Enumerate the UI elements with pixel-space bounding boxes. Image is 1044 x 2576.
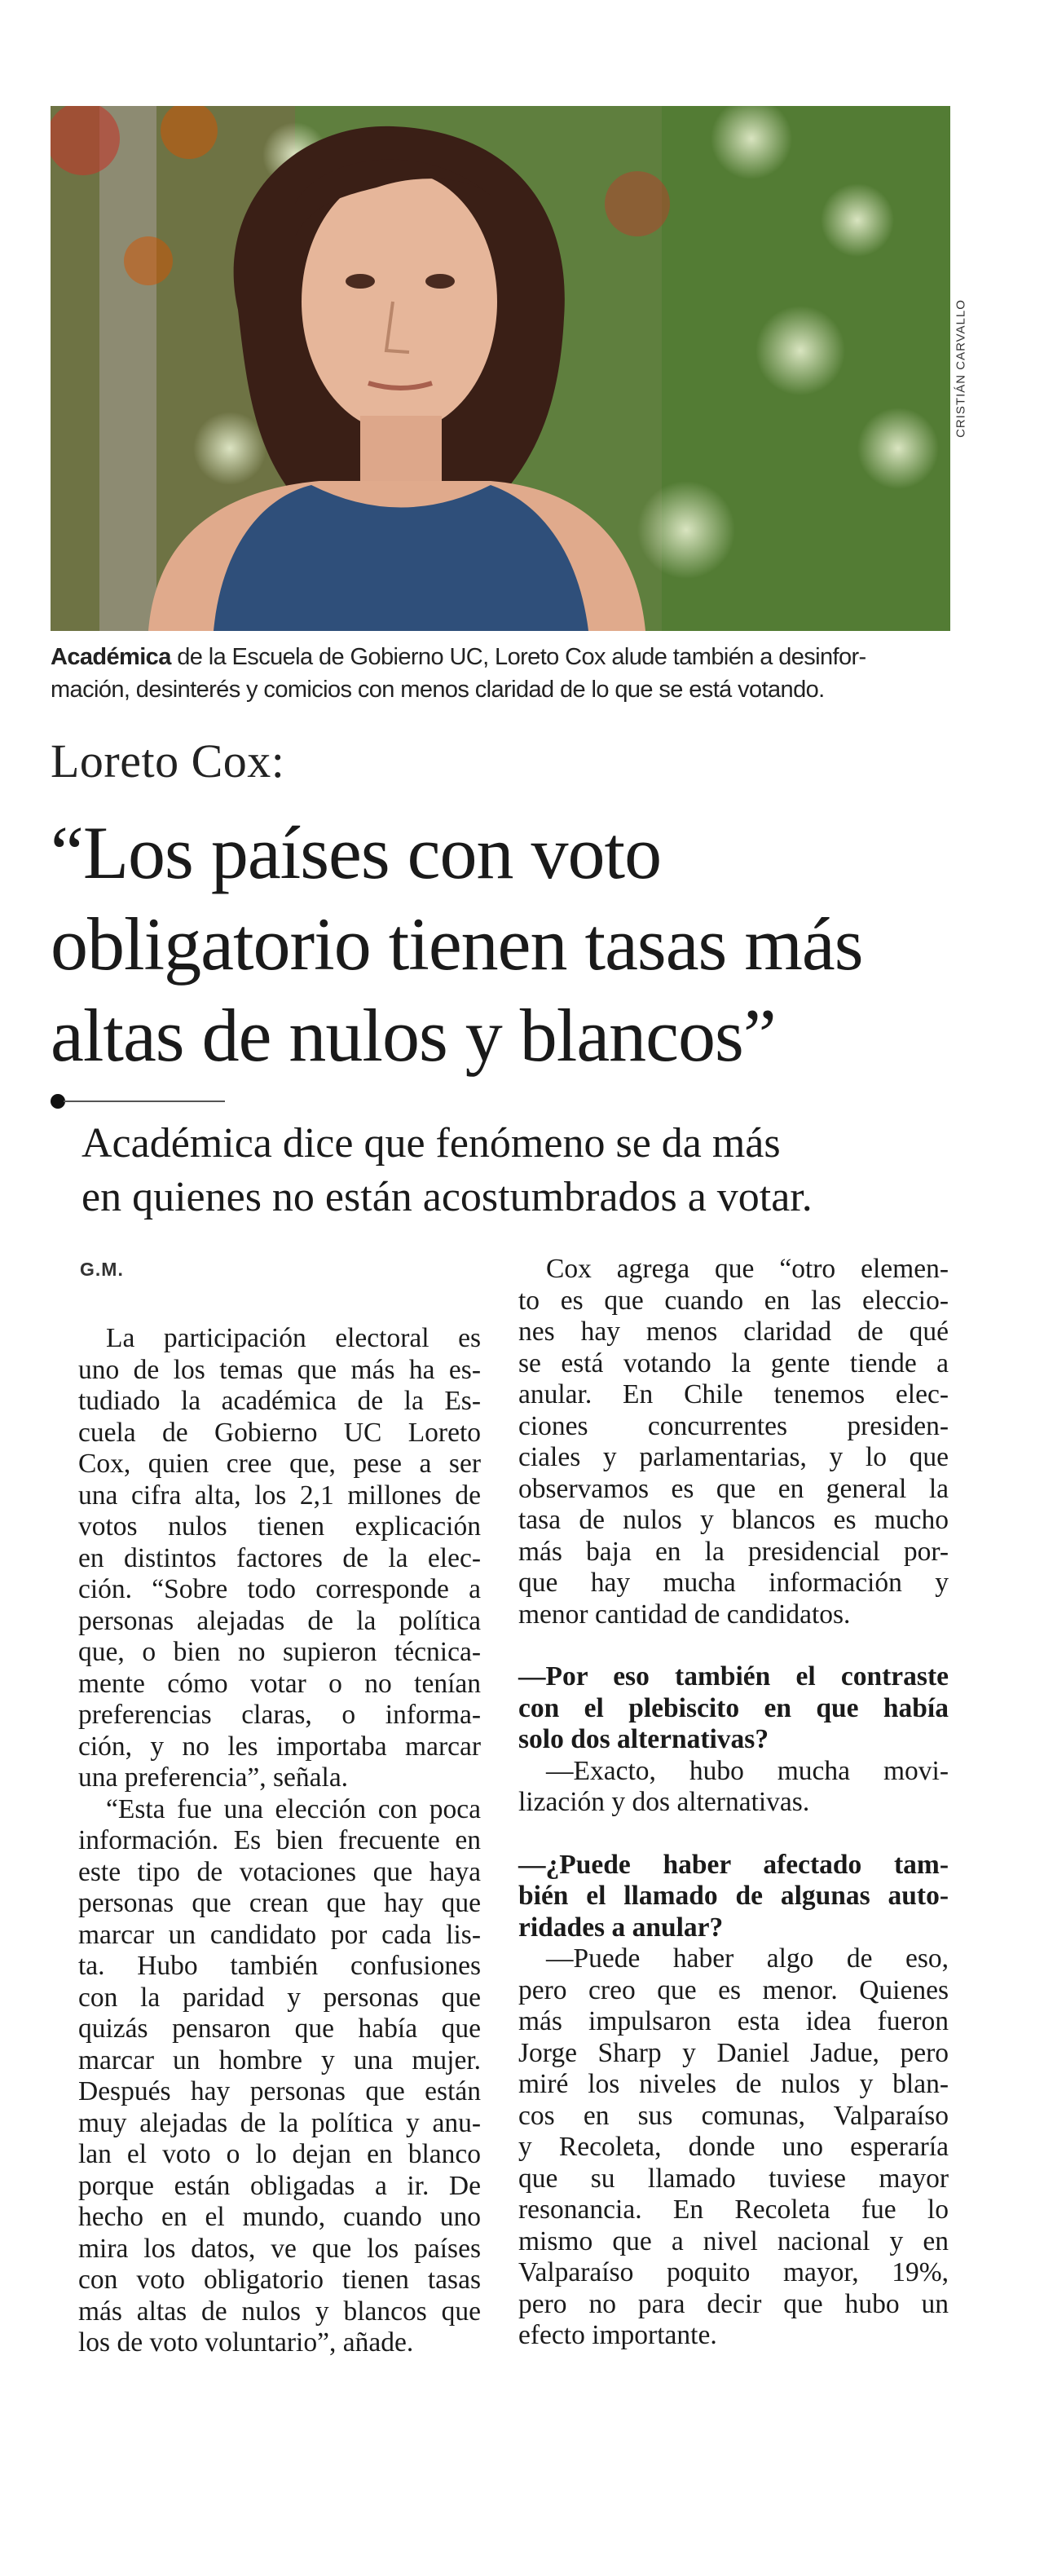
question-2 xyxy=(518,1850,949,1944)
text-line: Cox agrega que “otro elemen- xyxy=(546,1254,949,1284)
text-line: este tipo de votaciones que haya xyxy=(78,1856,481,1887)
text-line: una preferencia”, señala. xyxy=(78,1762,349,1793)
paragraph-quote xyxy=(78,1794,481,2359)
text-line: to es que cuando en las eleccio- xyxy=(518,1285,949,1316)
headline-line: obligatorio tienen tasas más xyxy=(51,902,863,986)
answer-2 xyxy=(518,1943,949,2352)
text-line: observamos es que en general la xyxy=(518,1473,949,1504)
text-line: personas alejadas de la política xyxy=(78,1605,481,1636)
deck-line: Académica dice que fenómeno se da más xyxy=(81,1120,781,1167)
text-line: porque están obligadas a ir. De xyxy=(78,2170,481,2201)
text-line: lan el voto o lo dejan en blanco xyxy=(78,2139,481,2169)
paragraph-intro xyxy=(78,1323,481,1794)
text-line: más altas de nulos y blancos que xyxy=(78,2296,481,2327)
text-line: —Por eso también el contraste xyxy=(518,1661,949,1692)
text-line: —Exacto, hubo mucha movi- xyxy=(546,1755,949,1786)
text-line: miré los niveles de nulos y blan- xyxy=(518,2069,949,2099)
article-column-2 xyxy=(518,1254,949,2352)
text-line: nes hay menos claridad de qué xyxy=(518,1317,949,1347)
text-line: que su llamado tuviese mayor xyxy=(518,2163,949,2194)
text-line: preferencias claras, o informa- xyxy=(78,1700,481,1730)
text-line: los de voto voluntario”, añade. xyxy=(78,2327,414,2358)
text-line: quizás pensaron que había que xyxy=(78,2014,481,2044)
text-line: menor cantidad de candidatos. xyxy=(518,1599,851,1630)
text-line: efecto importante. xyxy=(518,2320,717,2350)
text-line: con voto obligatorio tienen tasas xyxy=(78,2265,481,2295)
text-line: tudiado la académica de la Es- xyxy=(78,1386,481,1416)
answer-1 xyxy=(518,1756,949,1819)
caption-text-2: mación, desinterés y comicios con menos claridad de lo que se está votando. xyxy=(51,677,825,703)
divider-line xyxy=(64,1101,225,1102)
text-line: Jorge Sharp y Daniel Jadue, pero xyxy=(518,2037,949,2068)
photo-credit: CRISTIÁN CARVALLO xyxy=(954,299,968,438)
paragraph-cox xyxy=(518,1254,949,1630)
text-line: tasa de nulos y blancos es mucho xyxy=(518,1505,949,1535)
text-line: pero creo que es menor. Quienes xyxy=(518,1974,949,2005)
text-line: Después hay personas que están xyxy=(78,2076,481,2106)
text-line: cos en sus comunas, Valparaíso xyxy=(518,2100,949,2131)
text-line: lización y dos alternativas. xyxy=(518,1787,810,1817)
text-line: más impulsaron esta idea fueron xyxy=(518,2006,949,2036)
headline xyxy=(51,807,980,1081)
text-line: uno de los temas que más ha es- xyxy=(78,1354,481,1385)
text-line: mira los datos, ve que los países xyxy=(78,2233,481,2264)
article-column-1 xyxy=(78,1323,481,2359)
deck xyxy=(81,1117,978,1224)
text-line: muy alejadas de la política y anu- xyxy=(78,2107,481,2138)
text-line: una cifra alta, los 2,1 millones de xyxy=(78,1480,481,1511)
text-line: marcar un hombre y una mujer. xyxy=(78,2044,481,2075)
text-line: ción, y no les importaba marcar xyxy=(78,1731,481,1762)
text-line: La participación electoral es xyxy=(106,1323,481,1353)
text-line: personas que crean que hay que xyxy=(78,1888,481,1918)
article-photo xyxy=(51,106,950,631)
photo-caption xyxy=(51,641,963,706)
text-line: ciones concurrentes presiden- xyxy=(518,1410,949,1441)
deck-line: en quienes no están acostumbrados a votar. xyxy=(81,1174,813,1220)
text-line: se está votando la gente tiende a xyxy=(518,1348,949,1378)
text-line: hecho en el mundo, cuando uno xyxy=(78,2202,481,2232)
text-line: más baja en la presidencial por- xyxy=(518,1536,949,1567)
headline-line: “Los países con voto xyxy=(51,811,662,894)
text-line: que hay mucha información y xyxy=(518,1568,949,1598)
text-line: pero no para decir que hubo un xyxy=(518,2288,949,2319)
text-line: con la paridad y personas que xyxy=(78,1982,481,2013)
question-1 xyxy=(518,1661,949,1756)
text-line: ta. Hubo también confusiones xyxy=(78,1951,481,1981)
text-line: en distintos factores de la elec- xyxy=(78,1542,481,1573)
text-line: que, o bien no supieron técnica- xyxy=(78,1637,481,1667)
text-line: “Esta fue una elección con poca xyxy=(106,1793,481,1824)
text-line: marcar un candidato por cada lis- xyxy=(78,1919,481,1950)
byline: G.M. xyxy=(80,1259,124,1280)
kicker: Loreto Cox: xyxy=(51,734,285,787)
text-line: solo dos alternativas? xyxy=(518,1724,769,1754)
text-line: —Puede haber algo de eso, xyxy=(546,1943,949,1974)
text-line: con el plebiscito en que había xyxy=(518,1692,949,1723)
text-line: mismo que a nivel nacional y en xyxy=(518,2225,949,2256)
text-line: Valparaíso poquito mayor, 19%, xyxy=(518,2257,949,2287)
text-line: ciales y parlamentarias, y lo que xyxy=(518,1442,949,1472)
caption-lead: Académica xyxy=(51,644,171,670)
text-line: información. Es bien frecuente en xyxy=(78,1825,481,1855)
text-line: y Recoleta, donde uno esperaría xyxy=(518,2132,949,2162)
text-line: anular. En Chile tenemos elec- xyxy=(518,1379,949,1409)
portrait-image xyxy=(51,106,950,631)
text-line: ción. “Sobre todo corresponde a xyxy=(78,1574,481,1604)
text-line: mente cómo votar o no tenían xyxy=(78,1668,481,1699)
caption-text-1: de la Escuela de Gobierno UC, Loreto Cox alude también a desinfor- xyxy=(170,644,866,670)
text-line: votos nulos tienen explicación xyxy=(78,1511,481,1542)
text-line: —¿Puede haber afectado tam- xyxy=(518,1849,949,1880)
text-line: bién el llamado de algunas auto- xyxy=(518,1881,949,1911)
headline-line: altas de nulos y blancos” xyxy=(51,994,776,1077)
text-line: cuela de Gobierno UC Loreto xyxy=(78,1417,481,1448)
text-line: Cox, quien cree que, pese a ser xyxy=(78,1449,481,1479)
text-line: resonancia. En Recoleta fue lo xyxy=(518,2194,949,2225)
text-line: ridades a anular? xyxy=(518,1912,724,1943)
